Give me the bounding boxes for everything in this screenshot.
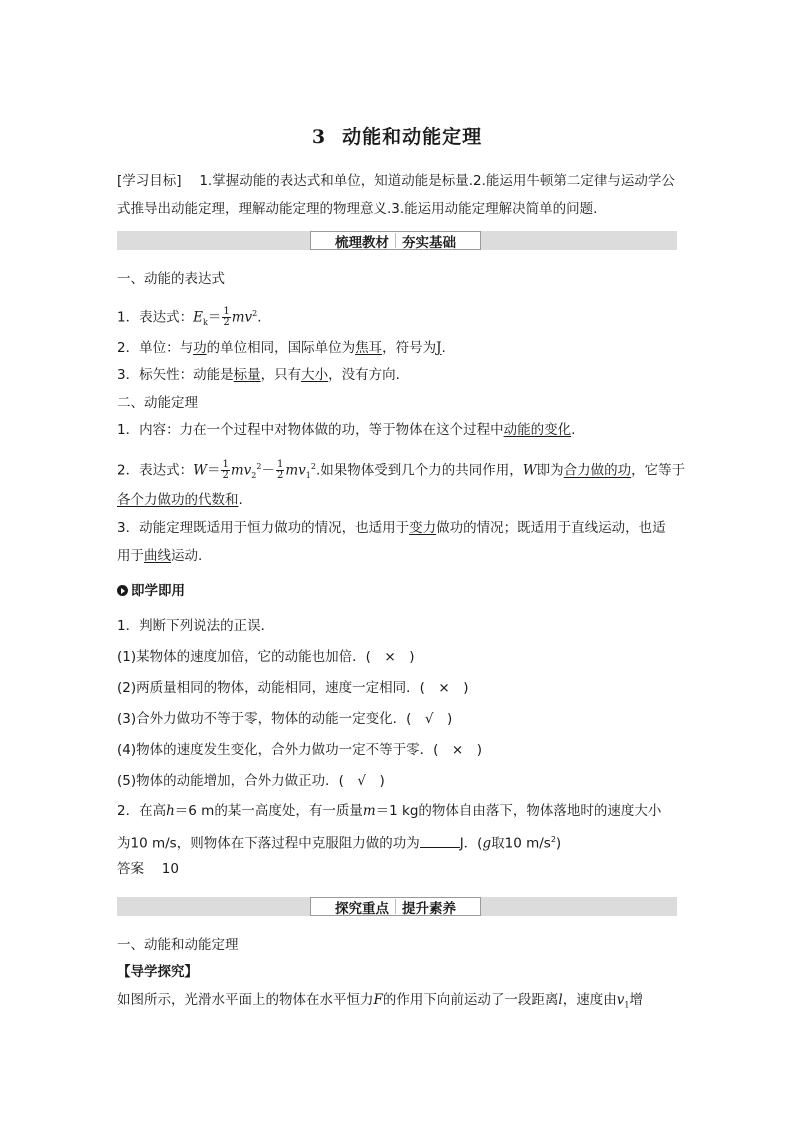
part1-item3-b: ，只有 <box>260 367 302 383</box>
practice-q1: 1．判断下列说法的正误． <box>117 618 275 634</box>
formula-v2-sub: 2 <box>251 471 257 481</box>
section-bar-1-label <box>310 231 481 250</box>
practice-s4: (4)物体的速度发生变化，合外力做功一定不等于零．( × ) <box>117 742 482 758</box>
var-v-sub: 1 <box>624 1000 630 1010</box>
part2-item3-line2-a: 用于 <box>117 548 144 564</box>
part2-item2-line2-u: 各个力做功的代数和 <box>117 492 239 508</box>
var-g: g <box>482 835 492 852</box>
formula-mv1: mv <box>285 462 306 479</box>
part2-item2-u: 合力做的功 <box>563 462 632 479</box>
part2-item2-a: 2．表达式： <box>117 462 194 479</box>
part2-heading: 二、动能定理 <box>117 395 198 411</box>
part1-item2-u2: 焦耳 <box>355 340 383 356</box>
section-bar-2 <box>117 897 677 916</box>
part1-item2-u1: 功 <box>193 340 207 356</box>
practice-label-text: 即学即用 <box>131 583 185 599</box>
formula-w-2: W <box>522 462 537 479</box>
part3-line-b: 的作用下向前运动了一段距离 <box>382 992 559 1008</box>
formula-v2-exp: 2 <box>256 462 262 471</box>
part3-line-a: 如图所示，光滑水平面上的物体在水平恒力 <box>117 992 374 1008</box>
practice-q2-line2-d: ) <box>555 835 562 852</box>
part1-item2-c: ，符号为 <box>382 340 437 356</box>
formula-ek-sub: k <box>202 318 208 328</box>
part2-item2-line2 <box>117 491 677 510</box>
practice-q2-line2-a: 为10 m/s，则物体在下落过程中克服阻力做的功为 <box>117 835 420 852</box>
page-title <box>117 122 677 149</box>
part1-item1: 1．表达式：$E_k=$ $\frac{1}{2}$ $mv^2$. <box>117 306 262 328</box>
practice-answer: 答案 10 <box>117 861 179 877</box>
part2-item1-a: 1．内容：力在一个过程中对物体做的功，等于物体在这个过程中 <box>117 422 504 438</box>
practice-q2-exp: 2 <box>550 835 556 844</box>
part2-item3 <box>117 519 677 538</box>
fraction-half-1: $\frac{1}{2}$ <box>222 459 229 481</box>
play-circle-icon <box>117 585 128 596</box>
part2-item2-c: 即为 <box>536 462 564 479</box>
fraction-half-2: $\frac{1}{2}$ <box>276 459 284 481</box>
part3-paragraph <box>117 991 677 1015</box>
part1-item1-prefix: 1．表达式： <box>117 309 194 326</box>
part2-item2 <box>117 457 686 485</box>
title-text: 动能和动能定理 <box>342 126 483 148</box>
practice-q2 <box>117 802 677 821</box>
part1-item2-d: . <box>441 340 446 356</box>
part3-line-d: 增 <box>629 992 643 1008</box>
part2-item3-line2-b: 运动. <box>171 548 203 564</box>
part1-item3-c: ，没有方向. <box>328 367 400 383</box>
part1-heading: 一、动能的表达式 <box>117 271 225 287</box>
part2-item2-d: ，它等于 <box>631 462 686 479</box>
formula-v1-exp: 2 <box>310 462 316 471</box>
var-m: m <box>362 803 376 819</box>
part2-item2-line2-end: . <box>238 492 243 508</box>
formula-exp: 2 <box>252 309 258 318</box>
title-number: 3 <box>311 126 327 148</box>
part1-item2 <box>117 339 677 358</box>
part2-item1-u: 动能的变化 <box>503 422 572 438</box>
part1-item1-end: . <box>257 309 262 326</box>
fraction-half: $\frac{1}{2}$ <box>223 306 230 328</box>
var-l: l <box>558 992 563 1008</box>
practice-s5: (5)物体的动能增加，合外力做正功．( √ ) <box>117 773 385 789</box>
part2-item3-b: 做功的情况；既适用于直线运动，也适 <box>436 520 666 536</box>
practice-s1: (1)某物体的速度加倍，它的动能也加倍．( × ) <box>117 649 415 665</box>
practice-label <box>117 582 677 601</box>
var-v: v <box>616 992 625 1008</box>
part3-line-c: ，速度由 <box>562 992 617 1008</box>
part1-item2-b: 的单位相同，国际单位为 <box>206 340 356 356</box>
practice-q2-a: 2．在高 <box>117 803 167 819</box>
section-bar-2-left: 探究重点 <box>335 900 389 917</box>
part3-subheading: 【导学探究】 <box>117 964 198 980</box>
practice-q2-line2-b: J．( <box>459 835 483 852</box>
practice-s2: (2)两质量相同的物体，动能相同，速度一定相同．( × ) <box>117 680 469 696</box>
practice-q2-line2 <box>117 830 677 854</box>
part2-item1 <box>117 421 677 440</box>
var-f: F <box>373 992 383 1008</box>
formula-minus: － <box>261 462 275 479</box>
objectives-line-1: [学习目标] 1.掌握动能的表达式和单位，知道动能是标量.2.能运用牛顿第二定律与运动学公 <box>117 173 675 189</box>
part2-item1-b: . <box>571 422 576 438</box>
formula-w: W <box>193 462 207 479</box>
section-bar-1-right: 夯实基础 <box>402 234 456 251</box>
part2-item3-a: 3．动能定理既适用于恒力做功的情况，也适用于 <box>117 520 410 536</box>
formula-ek: E <box>193 309 203 326</box>
section-bar-1 <box>117 231 677 250</box>
practice-s3: (3)合外力做功不等于零，物体的动能一定变化．( √ ) <box>117 711 453 727</box>
part2-item3-u1: 变力 <box>409 520 437 536</box>
part1-item3-a: 3．标矢性：动能是 <box>117 367 234 383</box>
section-bar-2-label <box>310 897 481 916</box>
part1-item2-a: 2．单位：与 <box>117 340 194 356</box>
formula-mv2: mv <box>230 462 252 479</box>
practice-q2-line2-c: 取10 m/s <box>491 835 551 852</box>
part1-item3-u2: 大小 <box>301 367 329 383</box>
var-h: h <box>166 803 175 819</box>
part1-item2-u3: J <box>436 340 442 356</box>
formula-mv: mv <box>231 309 253 326</box>
formula-eq: ＝ <box>206 462 221 479</box>
part1-item3-u1: 标量 <box>233 367 261 383</box>
part1-item3 <box>117 366 677 385</box>
answer-blank <box>420 835 460 848</box>
practice-q2-b: ＝6 m的某一高度处，有一质量 <box>174 803 363 819</box>
part2-item2-b: .如果物体受到几个力的共同作用， <box>315 462 523 479</box>
section-bar-2-right: 提升素养 <box>402 900 456 917</box>
formula-v1-sub: 1 <box>305 471 311 481</box>
objectives-line-2: 式推导出动能定理，理解动能定理的物理意义.3.能运用动能定理解决简单的问题. <box>117 201 598 217</box>
part2-item3-line2 <box>117 547 677 566</box>
part3-heading: 一、动能和动能定理 <box>117 937 239 953</box>
part2-item3-line2-u: 曲线 <box>144 548 171 564</box>
practice-q2-c: ＝1 kg的物体自由落下，物体落地时的速度大小 <box>375 803 662 819</box>
section-bar-1-left: 梳理教材 <box>335 234 389 251</box>
